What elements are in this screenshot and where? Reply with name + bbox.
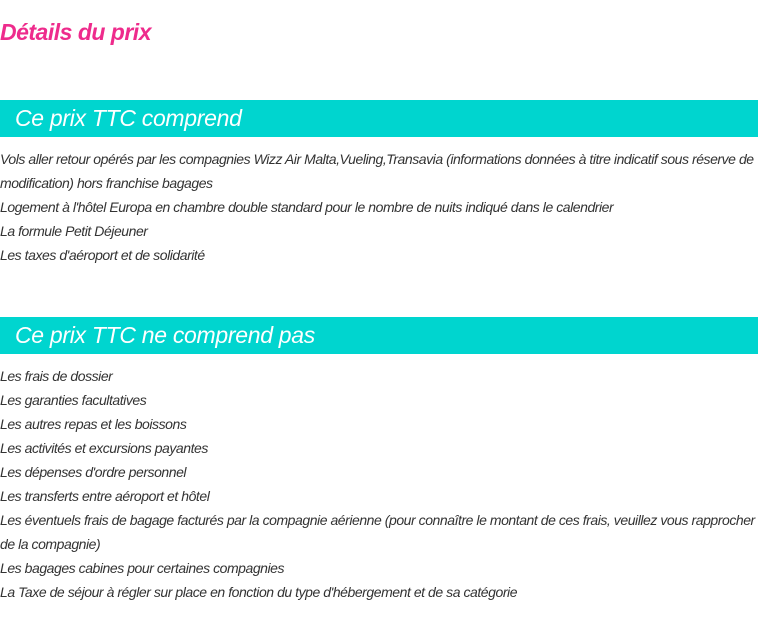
list-item: Les taxes d'aéroport et de solidarité (0, 247, 205, 263)
includes-heading: Ce prix TTC comprend (0, 100, 758, 137)
list-item: Les bagages cabines pour certaines compagnies (0, 560, 285, 576)
list-item: Les autres repas et les boissons (0, 416, 187, 432)
list-item: Logement à l'hôtel Europa en chambre double standard pour le nombre de nuits indiqué dans le calendrier (0, 199, 614, 215)
list-item: La Taxe de séjour à régler sur place en fonction du type d'hébergement et de sa catégorie (0, 584, 518, 600)
includes-list (0, 147, 758, 267)
list-item: La formule Petit Déjeuner (0, 223, 148, 239)
list-item: Les éventuels frais de bagage facturés par la compagnie aérienne (pour connaître le montant de ces frais, veuillez vous rapprocher de la compagnie) (0, 512, 755, 552)
list-item: Les frais de dossier (0, 368, 113, 384)
page-title: Détails du prix (0, 19, 151, 45)
list-item: Vols aller retour opérés par les compagnies Wizz Air Malta,Vueling,Transavia (informations données à titre indicatif sous réserve de modification) hors franchise bagages (0, 151, 754, 191)
list-item: Les activités et excursions payantes (0, 440, 208, 456)
list-item: Les dépenses d'ordre personnel (0, 464, 187, 480)
list-item: Les transferts entre aéroport et hôtel (0, 488, 210, 504)
excludes-heading: Ce prix TTC ne comprend pas (0, 317, 758, 354)
list-item: Les garanties facultatives (0, 392, 147, 408)
excludes-list (0, 364, 758, 604)
